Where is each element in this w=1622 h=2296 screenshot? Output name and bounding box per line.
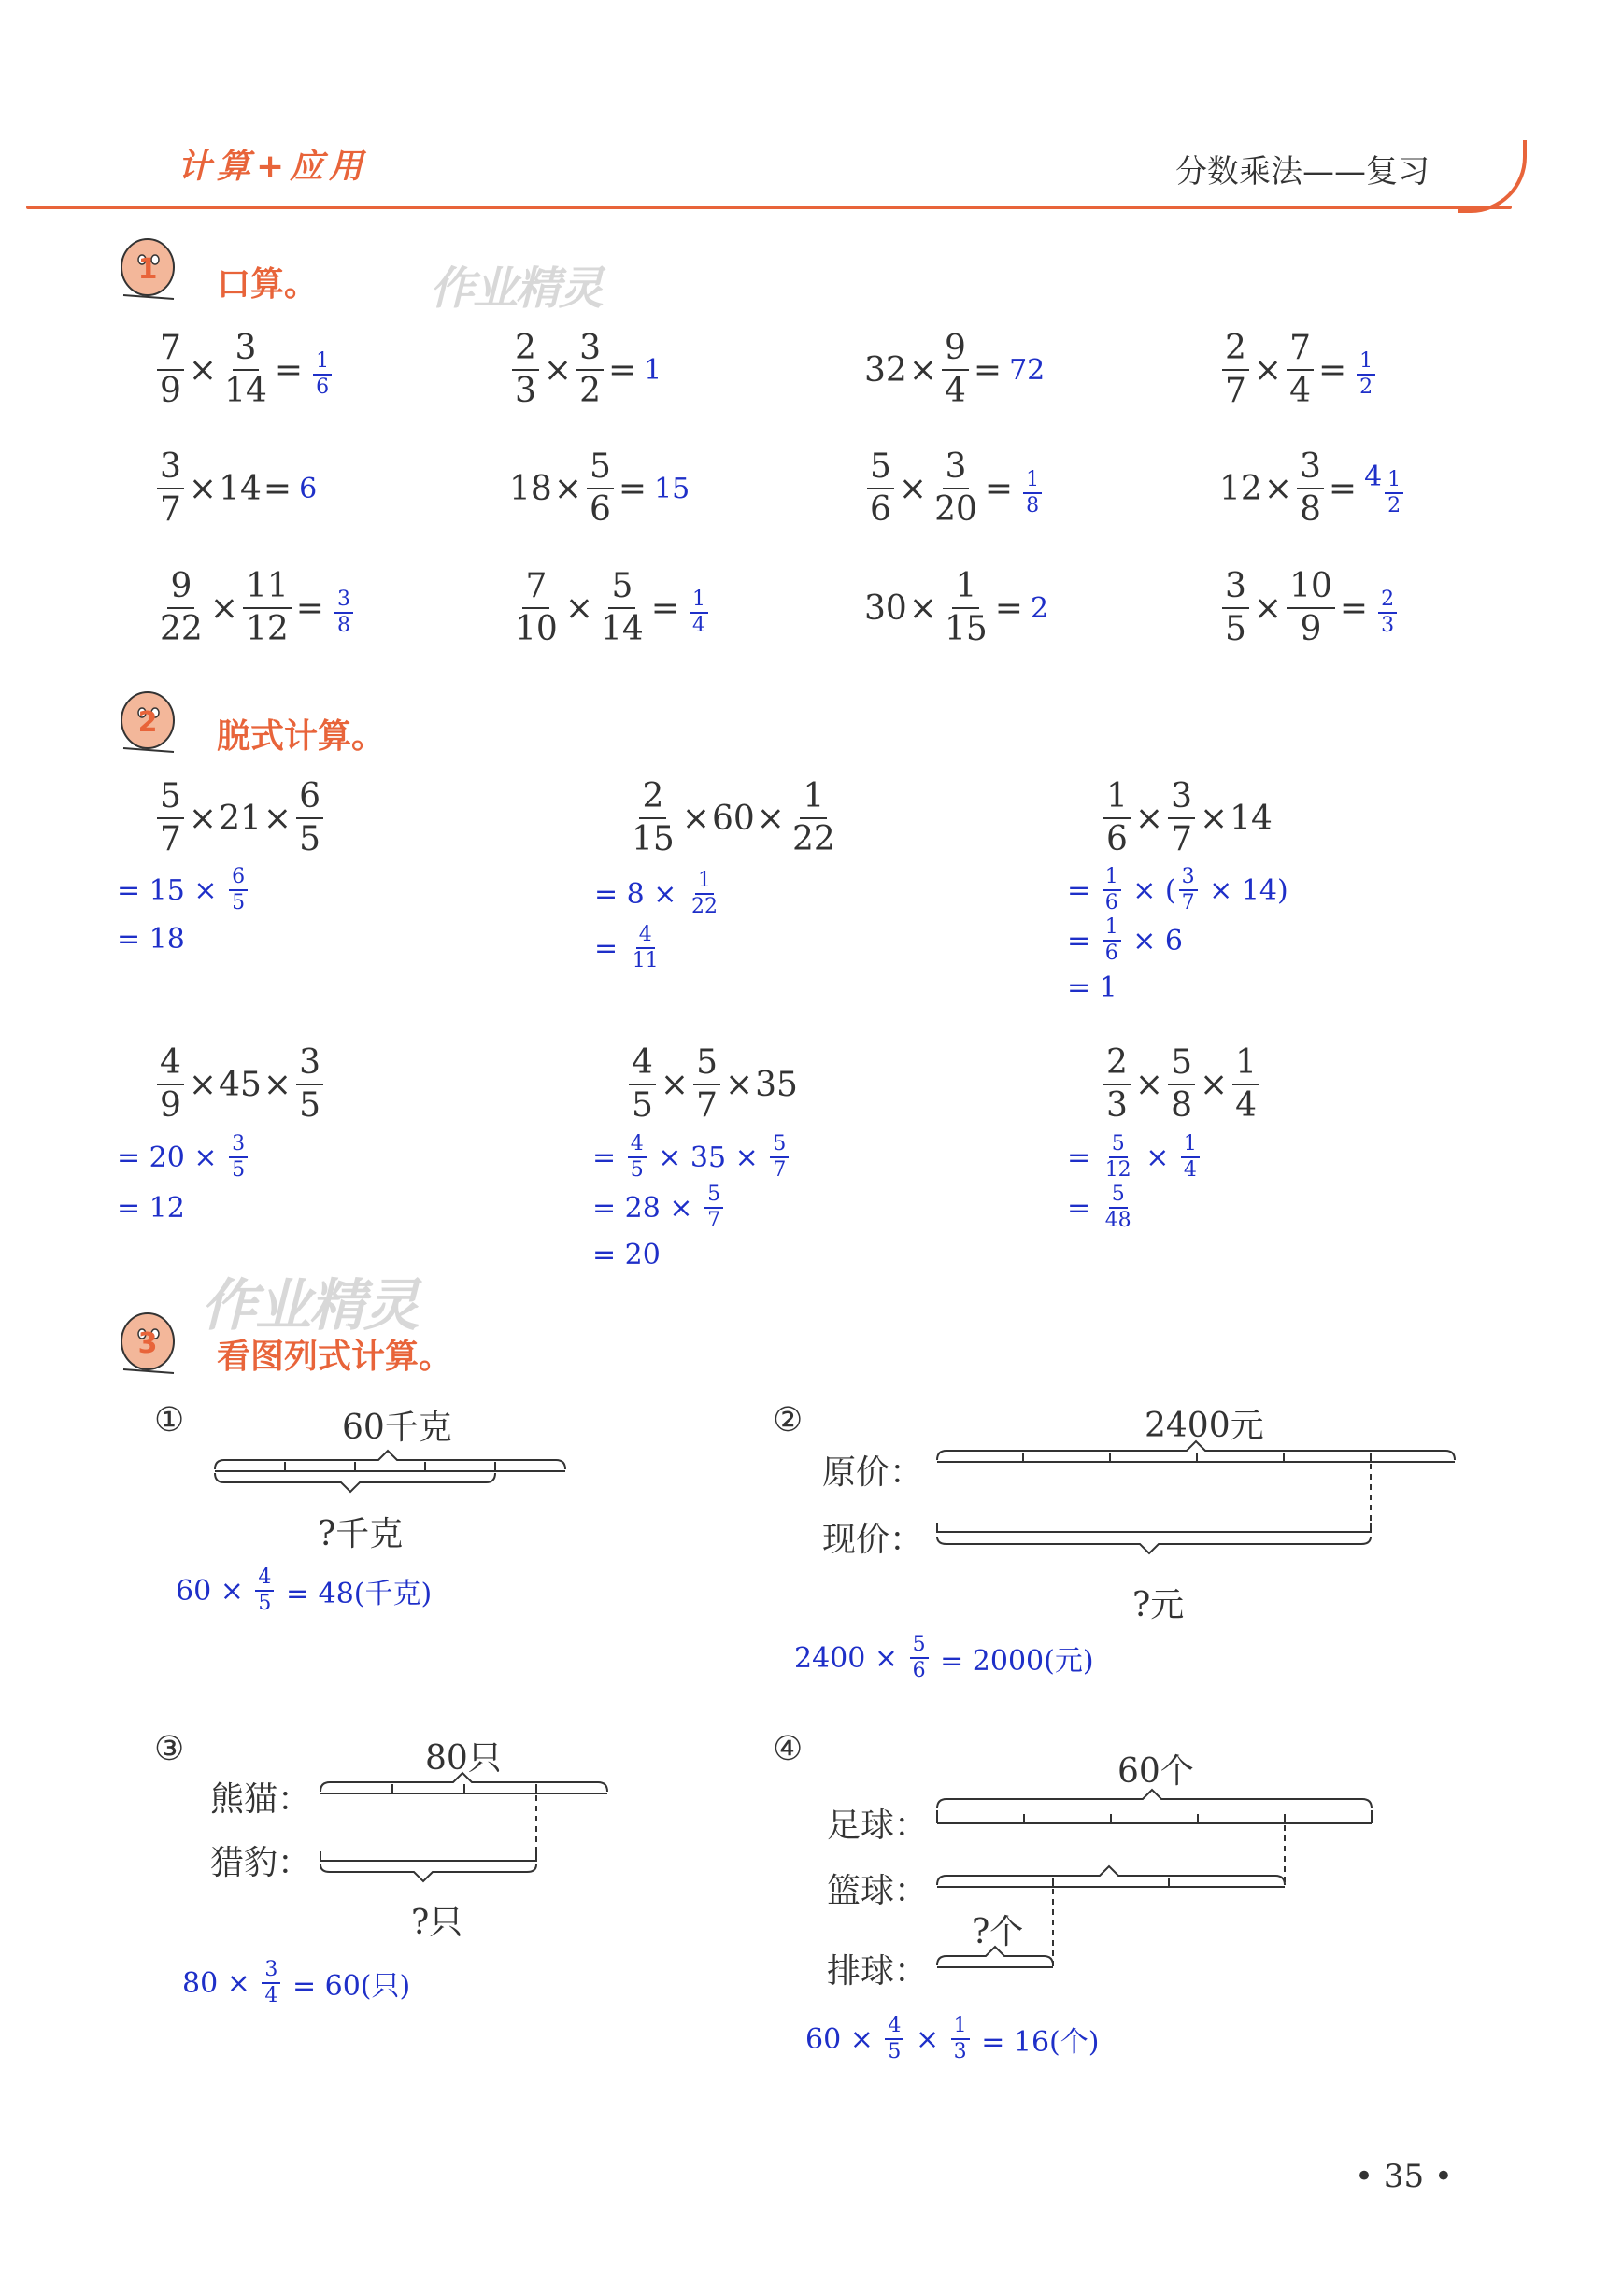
page-number: • 35 • [1355, 2158, 1453, 2195]
diagram-4-mark: ④ [773, 1730, 804, 1768]
step-p1-expr: $\frac{5}{7}$ × 21 × $\frac{6}{5}$ [154, 780, 326, 857]
diagram-4-top: 60个 [1117, 1752, 1194, 1791]
step-p2-line1: = 8 × $\frac{1}{22}$ [594, 869, 718, 918]
step-p3-line3: = 1 [1067, 971, 1117, 1004]
section-title-oral: 口算。 [217, 265, 319, 304]
step-p1-line2: = 18 [117, 923, 185, 956]
diagram-4-bar [930, 1782, 1387, 1997]
header-rule [26, 206, 1512, 209]
bird-icon [114, 687, 179, 758]
step-p1-line1: = 15 × $\frac{6}{5}$ [117, 867, 250, 914]
diagram-1-answer: 60 × $\frac{4}{5}$ = 48(千克) [176, 1566, 433, 1615]
step-p5-line1: = $\frac{4}{5}$ × 35 × $\frac{5}{7}$ [592, 1134, 791, 1181]
diagram-2-bar [930, 1434, 1472, 1565]
section-title-step: 脱式计算。 [217, 717, 386, 756]
diagram-2-bottom: ?元 [1132, 1586, 1185, 1624]
step-p4-expr: $\frac{4}{9}$ × 45 × $\frac{3}{5}$ [154, 1046, 326, 1123]
step-p3-line2: = $\frac{1}{6}$ × 6 [1067, 915, 1183, 965]
step-p3-line1: = $\frac{1}{6}$ × ( $\frac{3}{7}$ × 14) [1067, 865, 1288, 914]
step-p4-line2: = 12 [117, 1192, 185, 1225]
step-p6-line2: = $\frac{5}{48}$ [1067, 1183, 1131, 1232]
step-p5-expr: $\frac{4}{5}$ × $\frac{5}{7}$ × 35 [626, 1046, 798, 1123]
diagram-1-bar [210, 1443, 584, 1509]
oral-r2c2: 18 × $\frac{5}{6}$ = 15 [509, 447, 690, 529]
step-p4-line1: = 20 × $\frac{3}{5}$ [117, 1134, 250, 1181]
section-title-diagram: 看图列式计算。 [217, 1338, 453, 1376]
oral-r3c2: $\frac{7}{10}$ × $\frac{5}{14}$ = $\frac{1}{4}$ [509, 570, 711, 646]
section-number: 1 [137, 253, 158, 286]
header-left: 计算+应用 [178, 148, 369, 186]
diagram-1-bottom: ?千克 [318, 1515, 404, 1553]
diagram-4-answer: 60 × $\frac{4}{5}$ × $\frac{1}{3}$ = 16(个) [805, 2014, 1100, 2063]
diagram-3-row1: 熊猫： [210, 1780, 312, 1819]
bird-icon [114, 1308, 179, 1379]
oral-r3c1: $\frac{9}{22}$ × $\frac{11}{12}$ = $\frac{3}{8}$ [154, 570, 356, 646]
diagram-2-top: 2400元 [1145, 1407, 1264, 1445]
diagram-1-top: 60千克 [342, 1409, 452, 1447]
bird-icon [114, 234, 179, 305]
diagram-4-row3: 排球： [827, 1952, 929, 1991]
oral-r3c4: $\frac{3}{5}$ × $\frac{10}{9}$ = $\frac{2}{3}$ [1219, 570, 1400, 646]
watermark: 作业精灵 [430, 262, 603, 315]
diagram-1-mark: ① [154, 1401, 185, 1439]
diagram-2-mark: ② [773, 1401, 804, 1439]
diagram-3-bottom: ?只 [411, 1904, 463, 1942]
step-p6-line1: = $\frac{5}{12}$ × $\frac{1}{4}$ [1067, 1134, 1202, 1181]
step-p2-line2: = $\frac{4}{11}$ [594, 923, 659, 972]
step-p3-expr: $\frac{1}{6}$ × $\frac{3}{7}$ × 14 [1101, 780, 1273, 857]
diagram-4-row1: 足球： [827, 1807, 929, 1845]
diagram-2-row2: 现价： [822, 1521, 924, 1559]
oral-r1c4: $\frac{2}{7}$ × $\frac{7}{4}$ = $\frac{1}{2}$ [1219, 332, 1378, 408]
oral-r2c4: 12 × $\frac{3}{8}$ = 4 $\frac{1}{2}$ [1219, 450, 1406, 527]
diagram-3-mark: ③ [154, 1730, 185, 1768]
step-p5-line2: = 28 × $\frac{5}{7}$ [592, 1184, 726, 1231]
header-right: 分数乘法——复习 [1175, 153, 1430, 191]
step-p5-line3: = 20 [592, 1239, 661, 1271]
diagram-3-row2: 猎豹： [210, 1844, 312, 1882]
diagram-4-row2: 篮球： [827, 1872, 929, 1910]
step-p6-expr: $\frac{2}{3}$ × $\frac{5}{8}$ × $\frac{1}{4}$ [1101, 1046, 1262, 1123]
oral-r2c3: $\frac{5}{6}$ × $\frac{3}{20}$ = $\frac{1}{8}$ [864, 450, 1045, 527]
oral-r2c1: $\frac{3}{7}$ × 14 = 6 [154, 450, 317, 527]
section-number: 3 [137, 1327, 158, 1360]
oral-r1c3: 32 × $\frac{9}{4}$ = 72 [864, 329, 1046, 410]
oral-r1c1: $\frac{7}{9}$ × $\frac{3}{14}$ = $\frac{1}{6}$ [154, 332, 334, 408]
oral-r3c3: 30 × $\frac{1}{15}$ = 2 [864, 567, 1049, 648]
diagram-2-answer: 2400 × $\frac{5}{6}$ = 2000(元) [794, 1633, 1094, 1682]
diagram-2-row1: 原价： [822, 1453, 924, 1492]
section-number: 2 [137, 706, 158, 739]
diagram-3-bar [313, 1765, 612, 1896]
oral-r1c2: $\frac{2}{3}$ × $\frac{3}{2}$ = 1 [509, 332, 662, 408]
diagram-3-top: 80只 [425, 1739, 502, 1778]
diagram-4-question: ?个 [972, 1913, 1024, 1951]
header-curve [1458, 140, 1527, 213]
watermark: 作业精灵 [201, 1273, 418, 1339]
diagram-3-answer: 80 × $\frac{3}{4}$ = 60(只) [182, 1958, 411, 2007]
step-p2-expr: $\frac{2}{15}$ × 60 × $\frac{1}{22}$ [632, 777, 835, 858]
